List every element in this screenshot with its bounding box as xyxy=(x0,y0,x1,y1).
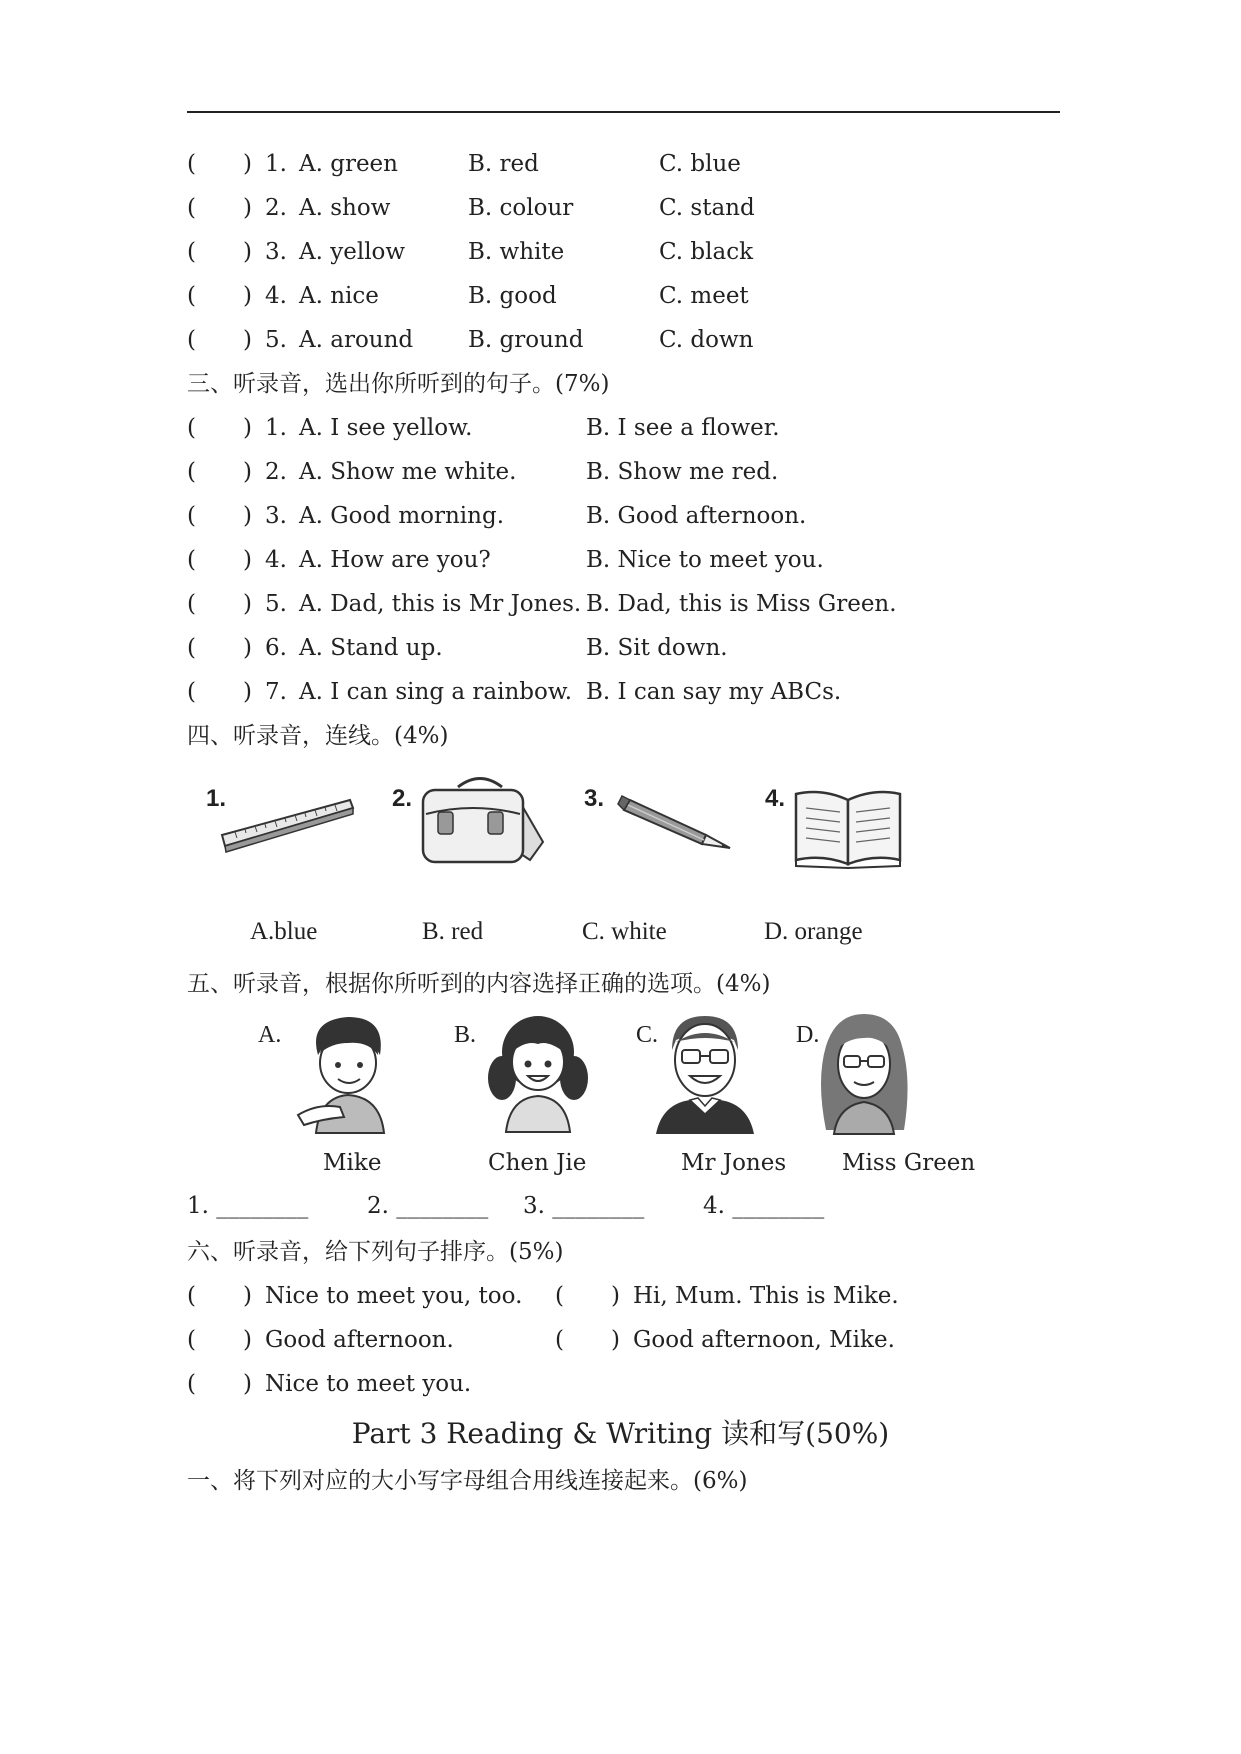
person-name: Chen Jie xyxy=(488,1150,587,1176)
option-c: C. meet xyxy=(659,283,749,309)
person-letter: B. xyxy=(454,1022,477,1048)
figure-number: 2. xyxy=(392,785,413,812)
section6-heading xyxy=(187,1237,563,1267)
person-letter: A. xyxy=(258,1022,282,1048)
answer-paren-close: ) xyxy=(243,195,252,221)
option-b: B. Good afternoon. xyxy=(586,503,807,529)
pencil-icon xyxy=(618,790,738,850)
top-rule xyxy=(187,111,1060,113)
answer-paren-close: ) xyxy=(243,327,252,353)
section5-heading-text: 五、听录音，根据你所听到的内容选择正确的选项。 xyxy=(187,971,716,997)
reading-section1-heading-text: 一、将下列对应的大小写字母组合用线连接起来。 xyxy=(187,1468,693,1494)
ruler-icon xyxy=(220,790,355,860)
figure-number: 3. xyxy=(584,785,605,812)
person-letter: C. xyxy=(636,1022,659,1048)
part3-title xyxy=(0,1412,1241,1452)
option-b: B. Sit down. xyxy=(586,635,728,661)
item-number: 3. xyxy=(265,239,287,265)
item-number: 6. xyxy=(265,635,287,661)
option-b: B. Show me red. xyxy=(586,459,779,485)
option-b: B. red xyxy=(468,151,539,177)
person-name: Mr Jones xyxy=(681,1150,787,1176)
item-number: 4. xyxy=(265,547,287,573)
option-b: B. I can say my ABCs. xyxy=(586,679,842,705)
section3-percent: (7%) xyxy=(555,371,610,397)
answer-paren-open: ( xyxy=(187,327,196,353)
option-a: A. Stand up. xyxy=(299,635,443,661)
section4-heading-text: 四、听录音，连线。 xyxy=(187,723,394,749)
answer-paren-close: ) xyxy=(243,635,252,661)
sentence: Nice to meet you, too. xyxy=(265,1283,523,1309)
option-a: A. Show me white. xyxy=(299,459,517,485)
item-number: 1. xyxy=(265,415,287,441)
color-label-b: B. red xyxy=(422,918,484,945)
color-label-c: C. white xyxy=(582,918,667,945)
answer-paren-open: ( xyxy=(187,635,196,661)
color-label-d: D. orange xyxy=(764,918,863,945)
section6-percent: (5%) xyxy=(509,1239,564,1265)
answer-paren-close: ) xyxy=(243,151,252,177)
answer-blank[interactable]: 2. ________ xyxy=(367,1193,489,1219)
option-a: A. Good morning. xyxy=(299,503,505,529)
answer-paren-close: ) xyxy=(243,591,252,617)
item-number: 4. xyxy=(265,283,287,309)
answer-paren-close: ) xyxy=(243,547,252,573)
answer-blank[interactable]: 1. ________ xyxy=(187,1193,309,1219)
item-number: 1. xyxy=(265,151,287,177)
section5-heading xyxy=(187,969,770,999)
answer-paren-close: ) xyxy=(243,283,252,309)
answer-paren-open: ( xyxy=(187,1283,196,1309)
reading-section1-heading xyxy=(187,1466,747,1496)
option-c: C. blue xyxy=(659,151,741,177)
answer-paren-close: ) xyxy=(611,1283,620,1309)
answer-paren-close: ) xyxy=(243,1283,252,1309)
option-b: B. ground xyxy=(468,327,584,353)
section4-heading xyxy=(187,721,448,751)
option-a: A. around xyxy=(299,327,414,353)
option-c: C. down xyxy=(659,327,754,353)
option-a: A. green xyxy=(299,151,398,177)
item-number: 5. xyxy=(265,327,287,353)
part3-title-percent: (50%) xyxy=(805,1417,890,1450)
option-b: B. I see a flower. xyxy=(586,415,780,441)
section6-heading-text: 六、听录音，给下列句子排序。 xyxy=(187,1239,509,1265)
option-c: C. stand xyxy=(659,195,755,221)
answer-paren-open: ( xyxy=(187,1371,196,1397)
answer-paren-close: ) xyxy=(243,415,252,441)
sentence: Good afternoon. xyxy=(265,1327,454,1353)
miss-green-icon xyxy=(812,1010,917,1134)
section4-percent: (4%) xyxy=(394,723,449,749)
option-a: A. yellow xyxy=(299,239,406,265)
option-b: B. Nice to meet you. xyxy=(586,547,824,573)
option-b: B. colour xyxy=(468,195,574,221)
person-name: Mike xyxy=(323,1150,382,1176)
figure-number: 1. xyxy=(206,785,227,812)
answer-paren-close: ) xyxy=(243,1327,252,1353)
item-number: 2. xyxy=(265,195,287,221)
item-number: 3. xyxy=(265,503,287,529)
option-a: A. nice xyxy=(299,283,379,309)
reading-section1-percent: (6%) xyxy=(693,1468,748,1494)
option-b: B. white xyxy=(468,239,565,265)
answer-paren-open: ( xyxy=(187,679,196,705)
sentence: Nice to meet you. xyxy=(265,1371,472,1397)
answer-paren-close: ) xyxy=(243,1371,252,1397)
section3-heading-text: 三、听录音，选出你所听到的句子。 xyxy=(187,371,555,397)
girl-chenjie-icon xyxy=(488,1012,588,1132)
section3-heading xyxy=(187,369,609,399)
option-c: C. black xyxy=(659,239,754,265)
answer-paren-open: ( xyxy=(187,591,196,617)
answer-paren-open: ( xyxy=(187,547,196,573)
answer-paren-close: ) xyxy=(243,503,252,529)
answer-paren-open: ( xyxy=(187,415,196,441)
section5-percent: (4%) xyxy=(716,971,771,997)
answer-paren-open: ( xyxy=(187,151,196,177)
answer-paren-open: ( xyxy=(187,195,196,221)
part3-title-cn: 读和写 xyxy=(721,1417,806,1450)
item-number: 2. xyxy=(265,459,287,485)
person-letter: D. xyxy=(796,1022,820,1048)
answer-paren-close: ) xyxy=(243,459,252,485)
person-name: Miss Green xyxy=(842,1150,976,1176)
answer-paren-close: ) xyxy=(611,1327,620,1353)
answer-blank[interactable]: 4. ________ xyxy=(703,1193,825,1219)
sentence: Hi, Mum. This is Mike. xyxy=(633,1283,899,1309)
figure-number: 4. xyxy=(765,785,786,812)
part3-title-en: Part 3 Reading & Writing xyxy=(351,1417,722,1450)
answer-blank[interactable]: 3. ________ xyxy=(523,1193,645,1219)
mr-jones-icon xyxy=(650,1010,760,1134)
option-a: A. How are you? xyxy=(299,547,491,573)
answer-paren-open: ( xyxy=(187,503,196,529)
item-number: 7. xyxy=(265,679,287,705)
option-a: A. I can sing a rainbow. xyxy=(299,679,573,705)
answer-paren-open: ( xyxy=(555,1283,564,1309)
color-label-a: A.blue xyxy=(250,918,318,945)
schoolbag-icon xyxy=(418,772,548,867)
answer-paren-close: ) xyxy=(243,239,252,265)
item-number: 5. xyxy=(265,591,287,617)
answer-paren-open: ( xyxy=(187,239,196,265)
sentence: Good afternoon, Mike. xyxy=(633,1327,895,1353)
answer-paren-open: ( xyxy=(187,283,196,309)
option-a: A. Dad, this is Mr Jones. xyxy=(299,591,582,617)
option-a: A. show xyxy=(299,195,391,221)
answer-paren-open: ( xyxy=(187,1327,196,1353)
answer-paren-open: ( xyxy=(555,1327,564,1353)
option-b: B. good xyxy=(468,283,557,309)
option-a: A. I see yellow. xyxy=(299,415,473,441)
option-b: B. Dad, this is Miss Green. xyxy=(586,591,897,617)
answer-paren-open: ( xyxy=(187,459,196,485)
answer-paren-close: ) xyxy=(243,679,252,705)
book-icon xyxy=(792,788,904,868)
boy-mike-icon xyxy=(298,1015,403,1133)
